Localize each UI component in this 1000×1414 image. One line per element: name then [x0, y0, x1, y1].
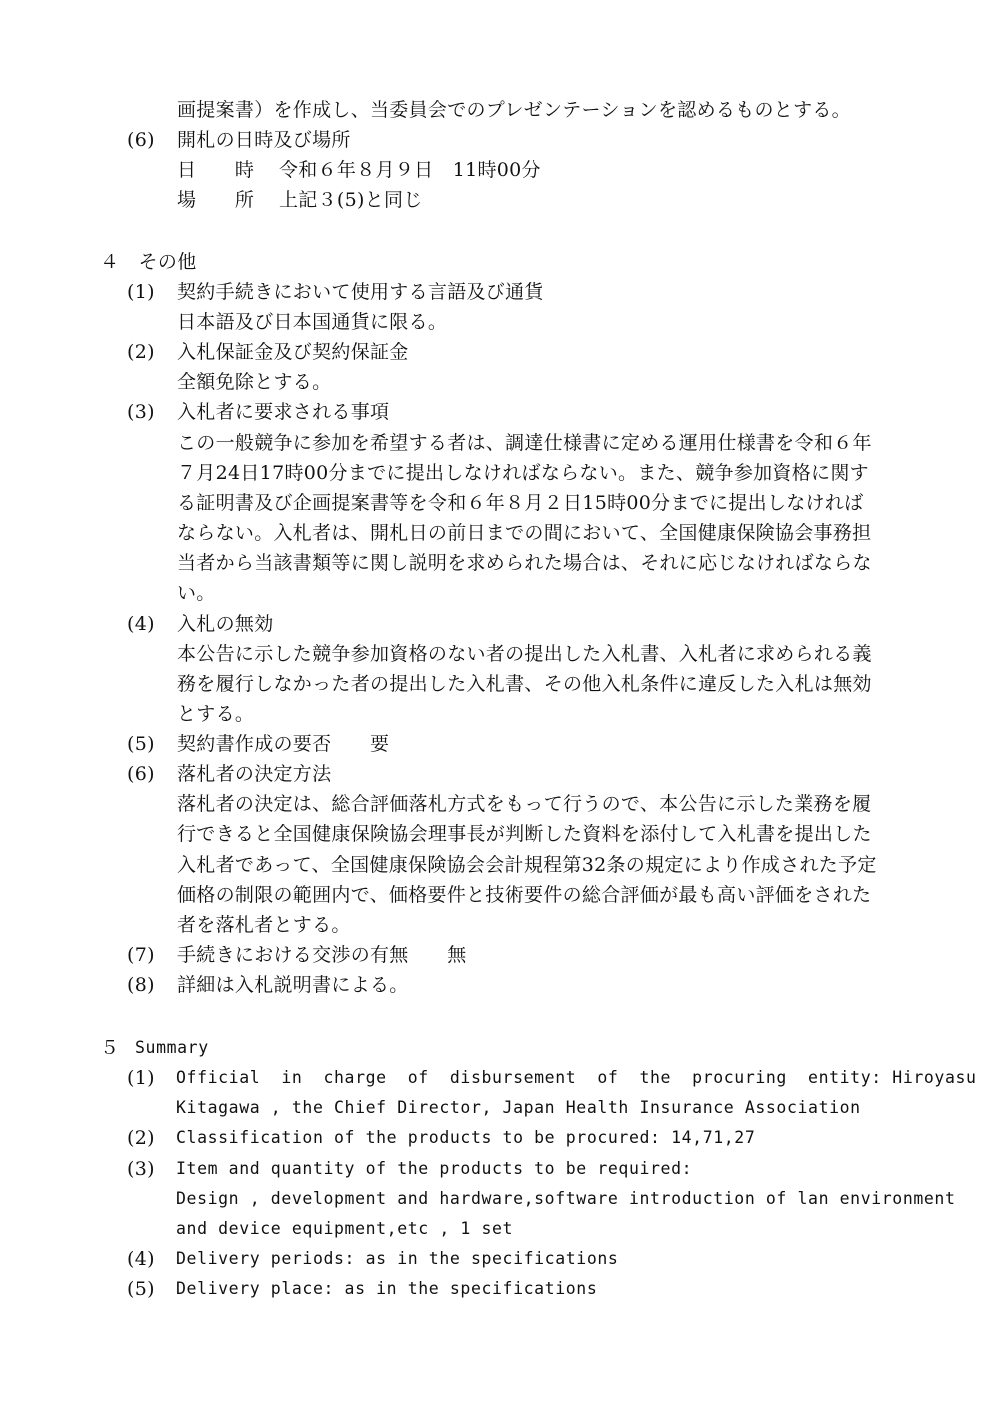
item-number: (5): [127, 733, 155, 755]
item-body-line: る証明書及び企画提案書等を令和６年８月２日15時00分までに提出しなければ: [177, 492, 864, 514]
item-number: (5): [127, 1278, 155, 1300]
item-body-line: 者を落札者とする。: [177, 914, 351, 936]
item-body-line: 本公告に示した競争参加資格のない者の提出した入札書、入札者に求められる義: [177, 643, 872, 665]
item-number: (6): [127, 129, 155, 151]
item-title: 落札者の決定方法: [177, 763, 332, 785]
item-text-line: Item and quantity of the products to be required:: [176, 1159, 693, 1178]
sec3-continuation-line: 画提案書）を作成し、当委員会でのプレゼンテーションを認めるものとする。: [177, 99, 851, 121]
item-text-line: Classification of the products to be procured: 14,71,27: [176, 1128, 756, 1147]
item-number: (3): [127, 1158, 155, 1180]
item-number: (3): [127, 401, 155, 423]
item-number: (1): [127, 1067, 155, 1089]
item-number: (7): [127, 944, 155, 966]
item-title: 詳細は入札説明書による。: [177, 974, 409, 996]
item-text-line: Delivery periods: as in the specifications: [176, 1249, 619, 1268]
date-label: 日 時: [177, 159, 255, 181]
item-title: 契約手続きにおいて使用する言語及び通貨: [177, 281, 544, 303]
item-text-line: Design , development and hardware,software introduction of lan environment: [176, 1189, 956, 1208]
item-body-line: 落札者の決定は、総合評価落札方式をもって行うので、本公告に示した業務を履: [177, 793, 872, 815]
item-number: (4): [127, 613, 155, 635]
item-number: (6): [127, 763, 155, 785]
item-number: (2): [127, 1127, 155, 1149]
item-title: 開札の日時及び場所: [177, 129, 351, 151]
item-text-line: Official in charge of disbursement of the procuring entity: Hiroyasu: [176, 1068, 977, 1087]
item-text-line: Delivery place: as in the specifications: [176, 1279, 598, 1298]
item-number: (2): [127, 341, 155, 363]
item-number: (1): [127, 281, 155, 303]
place-value: 上記３(5)と同じ: [279, 189, 423, 211]
item-title: 入札者に要求される事項: [177, 401, 390, 423]
item-body-line: 行できると全国健康保険協会理事長が判断した資料を添付して入札書を提出した: [177, 823, 872, 845]
item-body-line: 価格の制限の範囲内で、価格要件と技術要件の総合評価が最も高い評価をされた: [177, 884, 872, 906]
item-body-line: い。: [177, 582, 216, 604]
item-title: 契約書作成の要否 要: [177, 733, 390, 755]
date-value: 令和６年８月９日 11時00分: [279, 159, 541, 181]
section-number: ５: [100, 1037, 120, 1059]
item-text-line: and device equipment,etc , 1 set: [176, 1219, 514, 1238]
item-body-line: 入札者であって、全国健康保険協会会計規程第32条の規定により作成された予定: [177, 854, 877, 876]
item-number: (8): [127, 974, 155, 996]
item-body-line: ７月24日17時00分までに提出しなければならない。また、競争参加資格に関す: [177, 462, 869, 484]
item-body-line: 日本語及び日本国通貨に限る。: [177, 311, 448, 333]
item-body-line: 当者から当該書類等に関し説明を求められた場合は、それに応じなければならな: [177, 552, 872, 574]
item-body-line: ならない。入札者は、開札日の前日までの間において、全国健康保険協会事務担: [177, 522, 872, 544]
item-number: (4): [127, 1248, 155, 1270]
item-body-line: この一般競争に参加を希望する者は、調達仕様書に定める運用仕様書を令和６年: [177, 432, 872, 454]
item-title: 手続きにおける交渉の有無 無: [177, 944, 467, 966]
item-body-line: 全額免除とする。: [177, 371, 332, 393]
place-label: 場 所: [177, 189, 255, 211]
item-title: 入札の無効: [177, 613, 274, 635]
item-body-line: 務を履行しなかった者の提出した入札書、その他入札条件に違反した入札は無効: [177, 673, 872, 695]
item-title: 入札保証金及び契約保証金: [177, 341, 409, 363]
item-body-line: とする。: [177, 703, 255, 725]
section-heading: ４ その他: [100, 251, 197, 273]
item-text-line: Kitagawa , the Chief Director, Japan Health Insurance Association: [176, 1098, 861, 1117]
section-heading: Summary: [135, 1038, 209, 1057]
